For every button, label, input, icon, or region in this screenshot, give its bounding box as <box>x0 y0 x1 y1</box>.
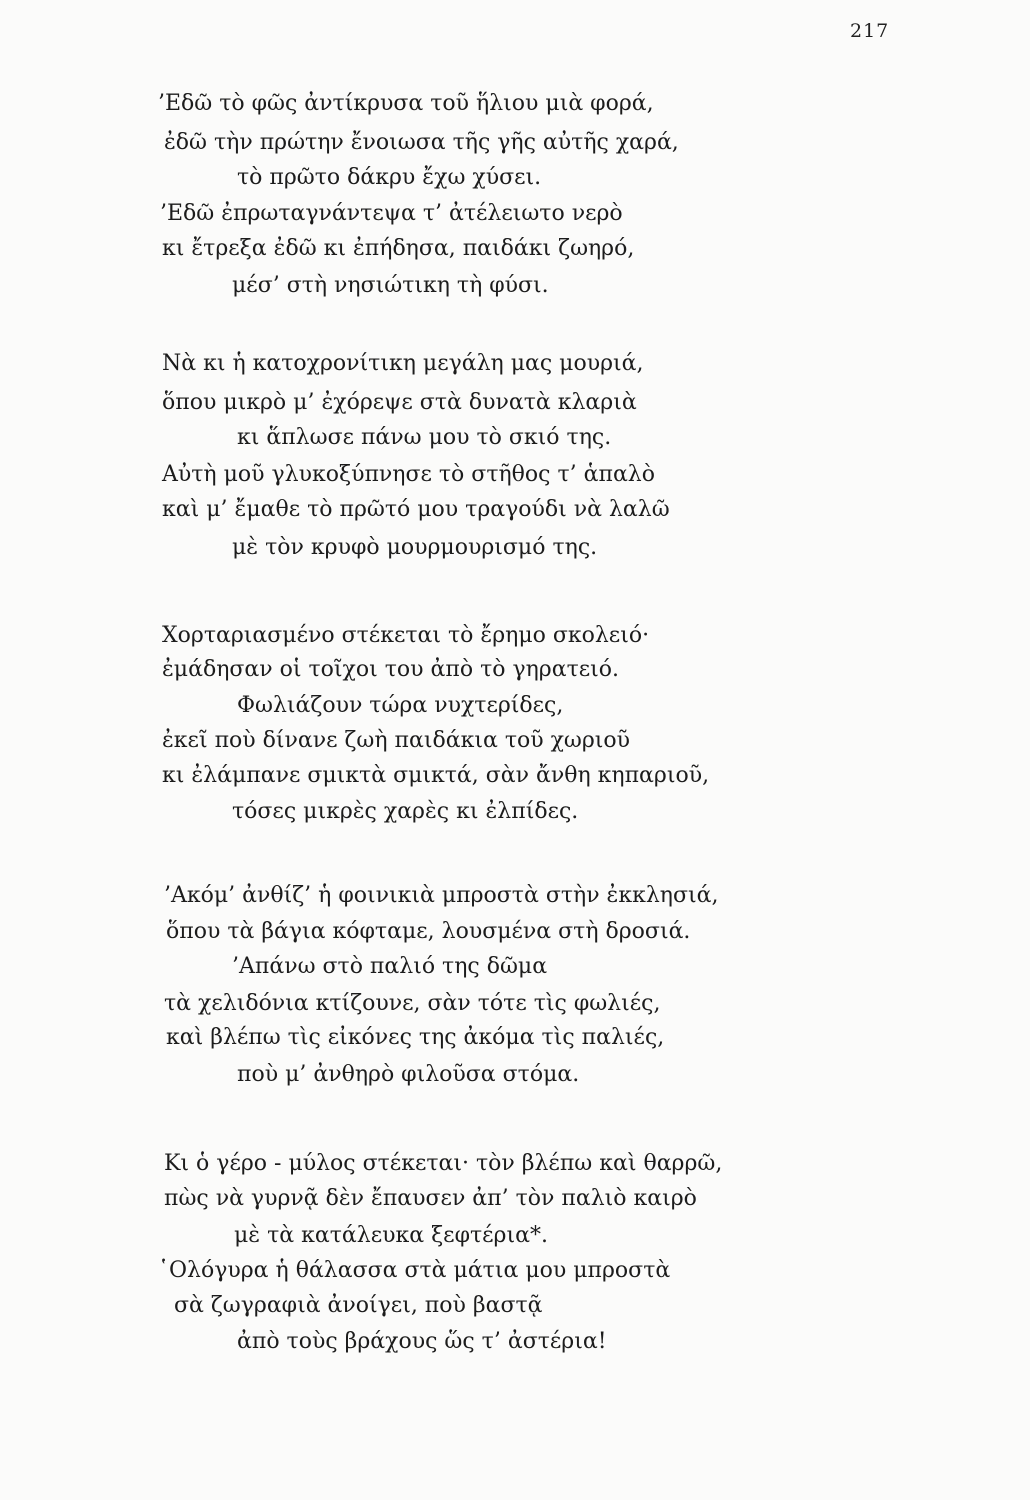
verse-line: Χορταριασμένο στέκεται τὸ ἔρημο σκολειό· <box>162 623 650 648</box>
verse-line: ὅπου μικρὸ μ’ ἐχόρεψε στὰ δυνατὰ κλαριὰ <box>162 390 637 415</box>
verse-line: τόσες μικρὲς χαρὲς κι ἐλπίδες. <box>232 799 579 824</box>
verse-line: ὅπου τὰ βάγια κόφταμε, λουσμένα στὴ δροσιά. <box>166 919 691 944</box>
verse-line: ἐδῶ τὴν πρώτην ἔνοιωσα τῆς γῆς αὐτῆς χαρά, <box>164 130 679 155</box>
verse-line: κι ἔτρεξα ἐδῶ κι ἐπήδησα, παιδάκι ζωηρό, <box>162 236 635 261</box>
verse-line: ποὺ μ’ ἀνθηρὸ φιλοῦσα στόμα. <box>237 1062 580 1087</box>
verse-line: μὲ τὰ κατάλευκα ξεφτέρια*. <box>234 1223 548 1248</box>
verse-line: πὼς νὰ γυρνᾷ δὲν ἔπαυσεν ἀπ’ τὸν παλιὸ καιρὸ <box>164 1186 697 1211</box>
verse-line: καὶ μ’ ἔμαθε τὸ πρῶτό μου τραγούδι νὰ λαλῶ <box>162 497 670 522</box>
verse-line: κι ἅπλωσε πάνω μου τὸ σκιό της. <box>237 425 612 450</box>
verse-line: Νὰ κι ἡ κατοχρονίτικη μεγάλη μας μουριά, <box>162 351 644 376</box>
verse-line: τὰ χελιδόνια κτίζουνε, σὰν τότε τὶς φωλιές, <box>164 991 661 1016</box>
verse-line: ’Εδῶ ἐπρωταγνάντεψα τ’ ἀτέλειωτο νερὸ <box>160 201 623 226</box>
verse-line: ’Εδῶ τὸ φῶς ἀντίκρυσα τοῦ ἥλιου μιὰ φορά, <box>158 91 654 116</box>
verse-line: ἐκεῖ ποὺ δίνανε ζωὴ παιδάκια τοῦ χωριοῦ <box>162 728 631 753</box>
verse-line: Αὐτὴ μοῦ γλυκοξύπνησε τὸ στῆθος τ’ ἁπαλὸ <box>162 462 655 487</box>
verse-line: Φωλιάζουν τώρα νυχτερίδες, <box>237 693 564 718</box>
page-number: 217 <box>850 20 890 42</box>
verse-line: μὲ τὸν κρυφὸ μουρμουρισμό της. <box>232 535 598 560</box>
verse-line: Κι ὁ γέρο - μύλος στέκεται· τὸν βλέπω καὶ θαρρῶ, <box>164 1151 723 1176</box>
verse-line: κι ἐλάμπανε σμικτὰ σμικτά, σὰν ἄνθη κηπαριοῦ, <box>162 763 710 788</box>
verse-line: τὸ πρῶτο δάκρυ ἔχω χύσει. <box>237 165 542 190</box>
verse-line: ῾Ολόγυρα ἡ θάλασσα στὰ μάτια μου μπροστὰ <box>158 1258 671 1283</box>
verse-line: ’Ακόμ’ ἀνθίζ’ ἡ φοινικιὰ μπροστὰ στὴν ἐκκλησιά, <box>164 883 719 908</box>
verse-line: σὰ ζωγραφιὰ ἀνοίγει, ποὺ βαστᾷ <box>174 1293 543 1318</box>
verse-line: καὶ βλέπω τὶς εἰκόνες της ἀκόμα τὶς παλιές, <box>166 1025 665 1050</box>
verse-line: ’Απάνω στὸ παλιό της δῶμα <box>232 954 548 979</box>
verse-line: ἐμάδησαν οἱ τοῖχοι του ἀπὸ τὸ γηρατειό. <box>162 657 620 682</box>
verse-line: ἀπὸ τοὺς βράχους ὥς τ’ ἀστέρια! <box>237 1329 607 1354</box>
verse-line: μέσ’ στὴ νησιώτικη τὴ φύσι. <box>232 273 549 298</box>
